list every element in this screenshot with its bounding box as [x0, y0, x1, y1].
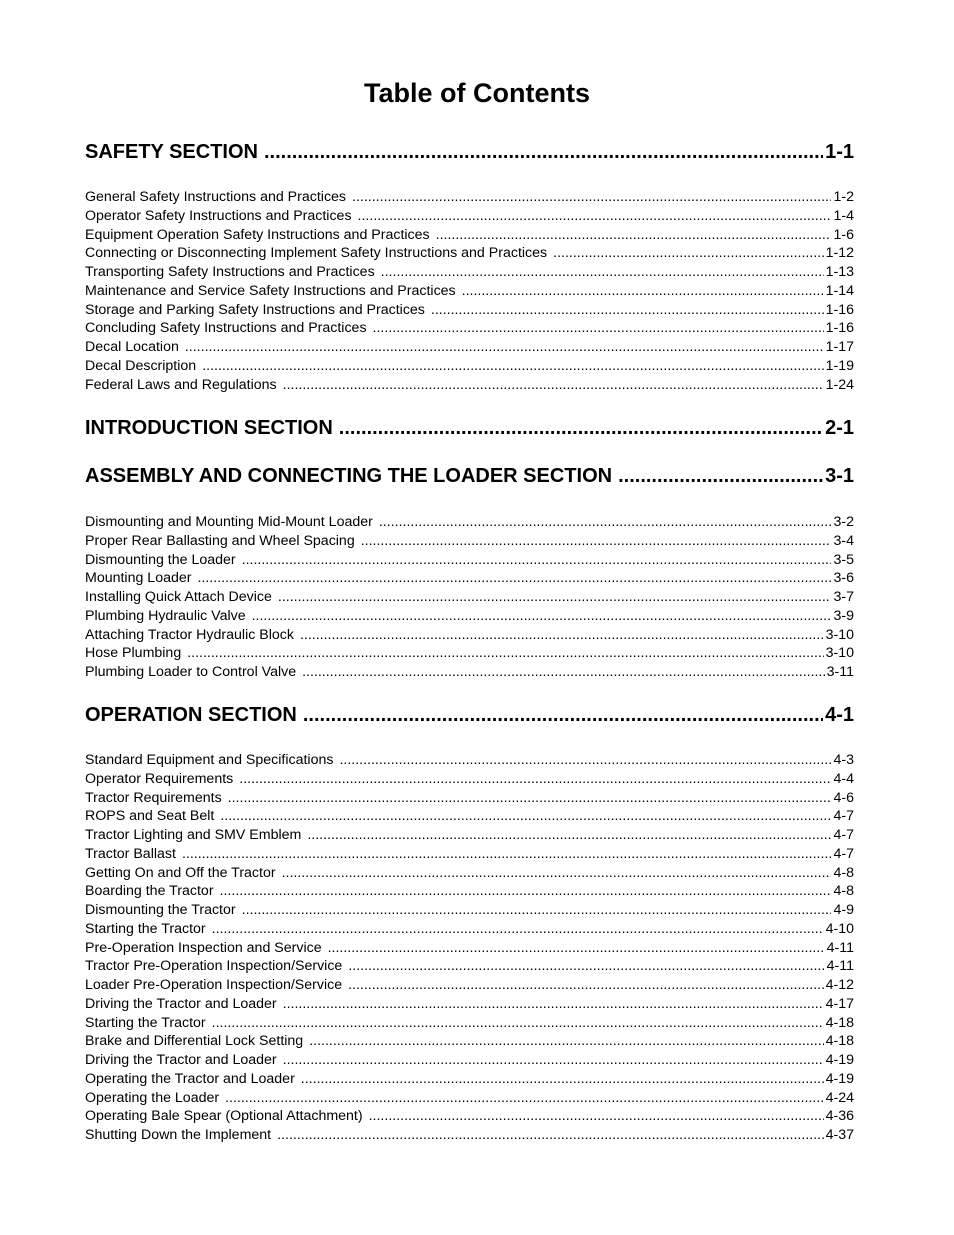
toc-entry[interactable]	[85, 301, 854, 320]
entry-page-number: 4-10	[825, 920, 854, 937]
toc-entry[interactable]	[85, 1126, 854, 1145]
toc-entry[interactable]	[85, 319, 854, 338]
entry-title: Storage and Parking Safety Instructions and Practices	[85, 301, 425, 318]
toc-entry[interactable]	[85, 282, 854, 301]
toc-entry[interactable]	[85, 244, 854, 263]
toc-entry[interactable]	[85, 920, 854, 939]
toc-entry[interactable]	[85, 607, 854, 626]
toc-entry[interactable]	[85, 901, 854, 920]
entry-page-number: 1-19	[825, 357, 854, 374]
dot-leader	[212, 920, 824, 939]
toc-entry[interactable]	[85, 1051, 854, 1070]
dot-leader	[264, 139, 823, 165]
toc-entry[interactable]	[85, 845, 854, 864]
dot-leader	[228, 789, 832, 808]
toc-entry[interactable]	[85, 263, 854, 282]
entry-page-number: 4-12	[825, 977, 854, 993]
dot-leader	[278, 588, 832, 607]
dot-leader	[283, 376, 824, 395]
entry-page-number: 1-24	[825, 376, 854, 393]
toc-entry[interactable]	[85, 995, 854, 1014]
toc-entry[interactable]	[85, 807, 854, 826]
entry-page-number: 3-7	[833, 589, 854, 605]
entry-title: Connecting or Disconnecting Implement Safety Instructions and Practices	[85, 245, 548, 262]
dot-leader	[220, 882, 832, 901]
dot-leader	[361, 532, 832, 551]
entry-page-number: 1-12	[825, 245, 854, 262]
dot-leader	[348, 957, 824, 976]
dot-leader	[328, 939, 825, 958]
dot-leader	[379, 513, 832, 532]
toc-entry[interactable]	[85, 1070, 854, 1089]
entry-page-number: 3-6	[833, 570, 854, 587]
entry-page-number: 4-4	[833, 770, 854, 787]
toc-entry[interactable]	[85, 626, 854, 645]
dot-leader	[369, 1107, 824, 1126]
entry-title: Dismounting and Mounting Mid-Mount Loader	[85, 514, 373, 530]
entry-page-number: 1-13	[825, 264, 854, 280]
entry-page-number: 4-36	[825, 1108, 854, 1125]
section-heading[interactable]	[85, 702, 854, 728]
entry-page-number: 3-2	[833, 514, 854, 530]
entry-page-number: 3-9	[833, 607, 854, 624]
dot-leader	[339, 415, 823, 441]
entry-title: Operating the Tractor and Loader	[85, 1070, 295, 1087]
dot-leader	[302, 663, 825, 682]
entry-page-number: 3-4	[833, 532, 854, 549]
entry-page-number: 3-10	[825, 645, 854, 662]
entry-page-number: 4-7	[833, 827, 854, 843]
toc-entry[interactable]	[85, 513, 854, 532]
section-page-number: 1-1	[825, 141, 854, 163]
dot-leader	[187, 644, 823, 663]
entry-title: General Safety Instructions and Practices	[85, 189, 347, 205]
toc-entry[interactable]	[85, 207, 854, 226]
entry-title: Operating Bale Spear (Optional Attachment)	[85, 1108, 363, 1125]
entry-title: Maintenance and Service Safety Instructions and Practices	[85, 282, 456, 299]
entry-title: Operator Requirements	[85, 770, 234, 787]
toc-entry[interactable]	[85, 1014, 854, 1033]
entry-page-number: 4-11	[826, 958, 854, 975]
section-title: INTRODUCTION SECTION	[85, 417, 333, 439]
dot-leader	[553, 244, 823, 263]
entry-title: Starting the Tractor	[85, 1014, 206, 1031]
toc-entry[interactable]	[85, 882, 854, 901]
dot-leader	[220, 807, 831, 826]
entry-page-number: 4-7	[833, 845, 854, 862]
entry-title: Attaching Tractor Hydraulic Block	[85, 626, 294, 643]
section-page-number: 2-1	[825, 417, 854, 439]
entry-page-number: 1-2	[833, 189, 854, 205]
dot-leader	[358, 207, 832, 226]
entry-title: Tractor Lighting and SMV Emblem	[85, 827, 302, 843]
dot-leader	[381, 263, 824, 282]
entry-title: Starting the Tractor	[85, 920, 206, 937]
entry-title: Proper Rear Ballasting and Wheel Spacing	[85, 532, 355, 549]
entry-page-number: 1-17	[825, 339, 854, 355]
entry-page-number: 4-19	[825, 1070, 854, 1087]
dot-leader	[309, 1032, 823, 1051]
entry-title: Decal Description	[85, 357, 197, 374]
section-title: ASSEMBLY AND CONNECTING THE LOADER SECTION	[85, 465, 613, 487]
dot-leader	[431, 301, 824, 320]
toc-entry[interactable]	[85, 569, 854, 588]
entry-page-number: 4-11	[826, 939, 854, 956]
dot-leader	[242, 551, 832, 570]
toc-entry[interactable]	[85, 226, 854, 245]
dot-leader	[212, 1014, 824, 1033]
entry-title: Loader Pre-Operation Inspection/Service	[85, 977, 343, 993]
toc-entry[interactable]	[85, 532, 854, 551]
dot-leader	[300, 626, 824, 645]
entry-title: Dismounting the Tractor	[85, 902, 236, 918]
entry-title: Installing Quick Attach Device	[85, 589, 272, 605]
dot-leader	[197, 569, 831, 588]
entry-page-number: 1-14	[825, 282, 854, 299]
entry-title: Getting On and Off the Tractor	[85, 864, 276, 881]
dot-leader	[303, 702, 823, 728]
entry-page-number: 4-24	[825, 1089, 854, 1106]
entry-title: Pre-Operation Inspection and Service	[85, 939, 322, 956]
entry-title: Tractor Ballast	[85, 845, 176, 862]
dot-leader	[307, 826, 831, 845]
toc-entry[interactable]	[85, 751, 854, 770]
entry-title: Concluding Safety Instructions and Practices	[85, 320, 367, 337]
section-heading[interactable]	[85, 415, 854, 441]
toc-entry[interactable]	[85, 976, 854, 995]
dot-leader	[462, 282, 824, 301]
toc-entry[interactable]	[85, 1107, 854, 1126]
entry-title: Dismounting the Loader	[85, 551, 236, 568]
entry-page-number: 4-19	[825, 1052, 854, 1068]
dot-leader	[618, 463, 823, 489]
entry-page-number: 4-8	[833, 864, 854, 881]
entry-page-number: 4-37	[825, 1127, 854, 1143]
entry-page-number: 4-6	[833, 789, 854, 806]
entry-page-number: 4-7	[833, 808, 854, 825]
toc-entry[interactable]	[85, 789, 854, 808]
entry-page-number: 4-9	[833, 902, 854, 918]
entry-title: Hose Plumbing	[85, 645, 182, 662]
entry-title: Tractor Pre-Operation Inspection/Service	[85, 958, 343, 975]
toc-entry[interactable]	[85, 376, 854, 395]
toc-entry[interactable]	[85, 551, 854, 570]
toc-entry[interactable]	[85, 864, 854, 883]
toc-entry[interactable]	[85, 939, 854, 958]
toc-entry[interactable]	[85, 1032, 854, 1051]
dot-leader	[352, 188, 831, 207]
toc-entry[interactable]	[85, 357, 854, 376]
section-title: SAFETY SECTION	[85, 141, 258, 163]
entry-title: Brake and Differential Lock Setting	[85, 1033, 304, 1050]
entry-title: Operating the Loader	[85, 1089, 220, 1106]
entry-page-number: 3-5	[833, 551, 854, 568]
entry-page-number: 1-4	[833, 207, 854, 224]
dot-leader	[182, 845, 832, 864]
entry-page-number: 3-11	[826, 664, 854, 680]
section-heading[interactable]	[85, 463, 854, 489]
dot-leader	[225, 1089, 824, 1108]
entry-title: Driving the Tractor and Loader	[85, 1052, 277, 1068]
entry-title: Mounting Loader	[85, 570, 192, 587]
entry-title: Plumbing Hydraulic Valve	[85, 607, 246, 624]
entry-title: Boarding the Tractor	[85, 883, 214, 900]
toc-entry[interactable]	[85, 826, 854, 845]
entry-page-number: 4-8	[833, 883, 854, 900]
section-page-number: 3-1	[825, 465, 854, 487]
dot-leader	[348, 976, 824, 995]
dot-leader	[185, 338, 824, 357]
dot-leader	[282, 864, 832, 883]
entry-title: Tractor Requirements	[85, 789, 222, 806]
entry-page-number: 4-18	[825, 1033, 854, 1050]
dot-leader	[283, 995, 824, 1014]
entry-page-number: 1-6	[833, 226, 854, 243]
entry-page-number: 3-10	[825, 626, 854, 643]
entry-page-number: 1-16	[825, 301, 854, 318]
section-heading[interactable]	[85, 139, 854, 165]
toc-entry[interactable]	[85, 663, 854, 682]
dot-leader	[436, 226, 832, 245]
toc-entry[interactable]	[85, 1089, 854, 1108]
dot-leader	[339, 751, 831, 770]
dot-leader	[202, 357, 823, 376]
entry-title: Plumbing Loader to Control Valve	[85, 664, 297, 680]
page-title: Table of Contents	[364, 78, 590, 108]
toc-entry[interactable]	[85, 588, 854, 607]
entry-page-number: 4-17	[825, 995, 854, 1012]
dot-leader	[373, 319, 824, 338]
toc-entry[interactable]	[85, 188, 854, 207]
entry-page-number: 4-3	[833, 752, 854, 768]
toc-entry[interactable]	[85, 770, 854, 789]
entry-page-number: 4-18	[825, 1014, 854, 1031]
entry-title: Driving the Tractor and Loader	[85, 995, 277, 1012]
entry-title: Shutting Down the Implement	[85, 1127, 272, 1143]
entry-title: Federal Laws and Regulations	[85, 376, 277, 393]
dot-leader	[301, 1070, 824, 1089]
entry-title: Standard Equipment and Specifications	[85, 752, 334, 768]
dot-leader	[277, 1126, 823, 1145]
entry-title: Transporting Safety Instructions and Practices	[85, 264, 375, 280]
entry-title: Equipment Operation Safety Instructions and Practices	[85, 226, 430, 243]
entry-page-number: 1-16	[825, 320, 854, 337]
section-page-number: 4-1	[825, 704, 854, 726]
toc-entry[interactable]	[85, 957, 854, 976]
entry-title: Operator Safety Instructions and Practices	[85, 207, 352, 224]
dot-leader	[242, 901, 832, 920]
entry-title: Decal Location	[85, 339, 179, 355]
toc-entry[interactable]	[85, 644, 854, 663]
dot-leader	[239, 770, 831, 789]
toc-entry[interactable]	[85, 338, 854, 357]
dot-leader	[252, 607, 832, 626]
entry-title: ROPS and Seat Belt	[85, 808, 215, 825]
section-title: OPERATION SECTION	[85, 704, 297, 726]
dot-leader	[283, 1051, 824, 1070]
